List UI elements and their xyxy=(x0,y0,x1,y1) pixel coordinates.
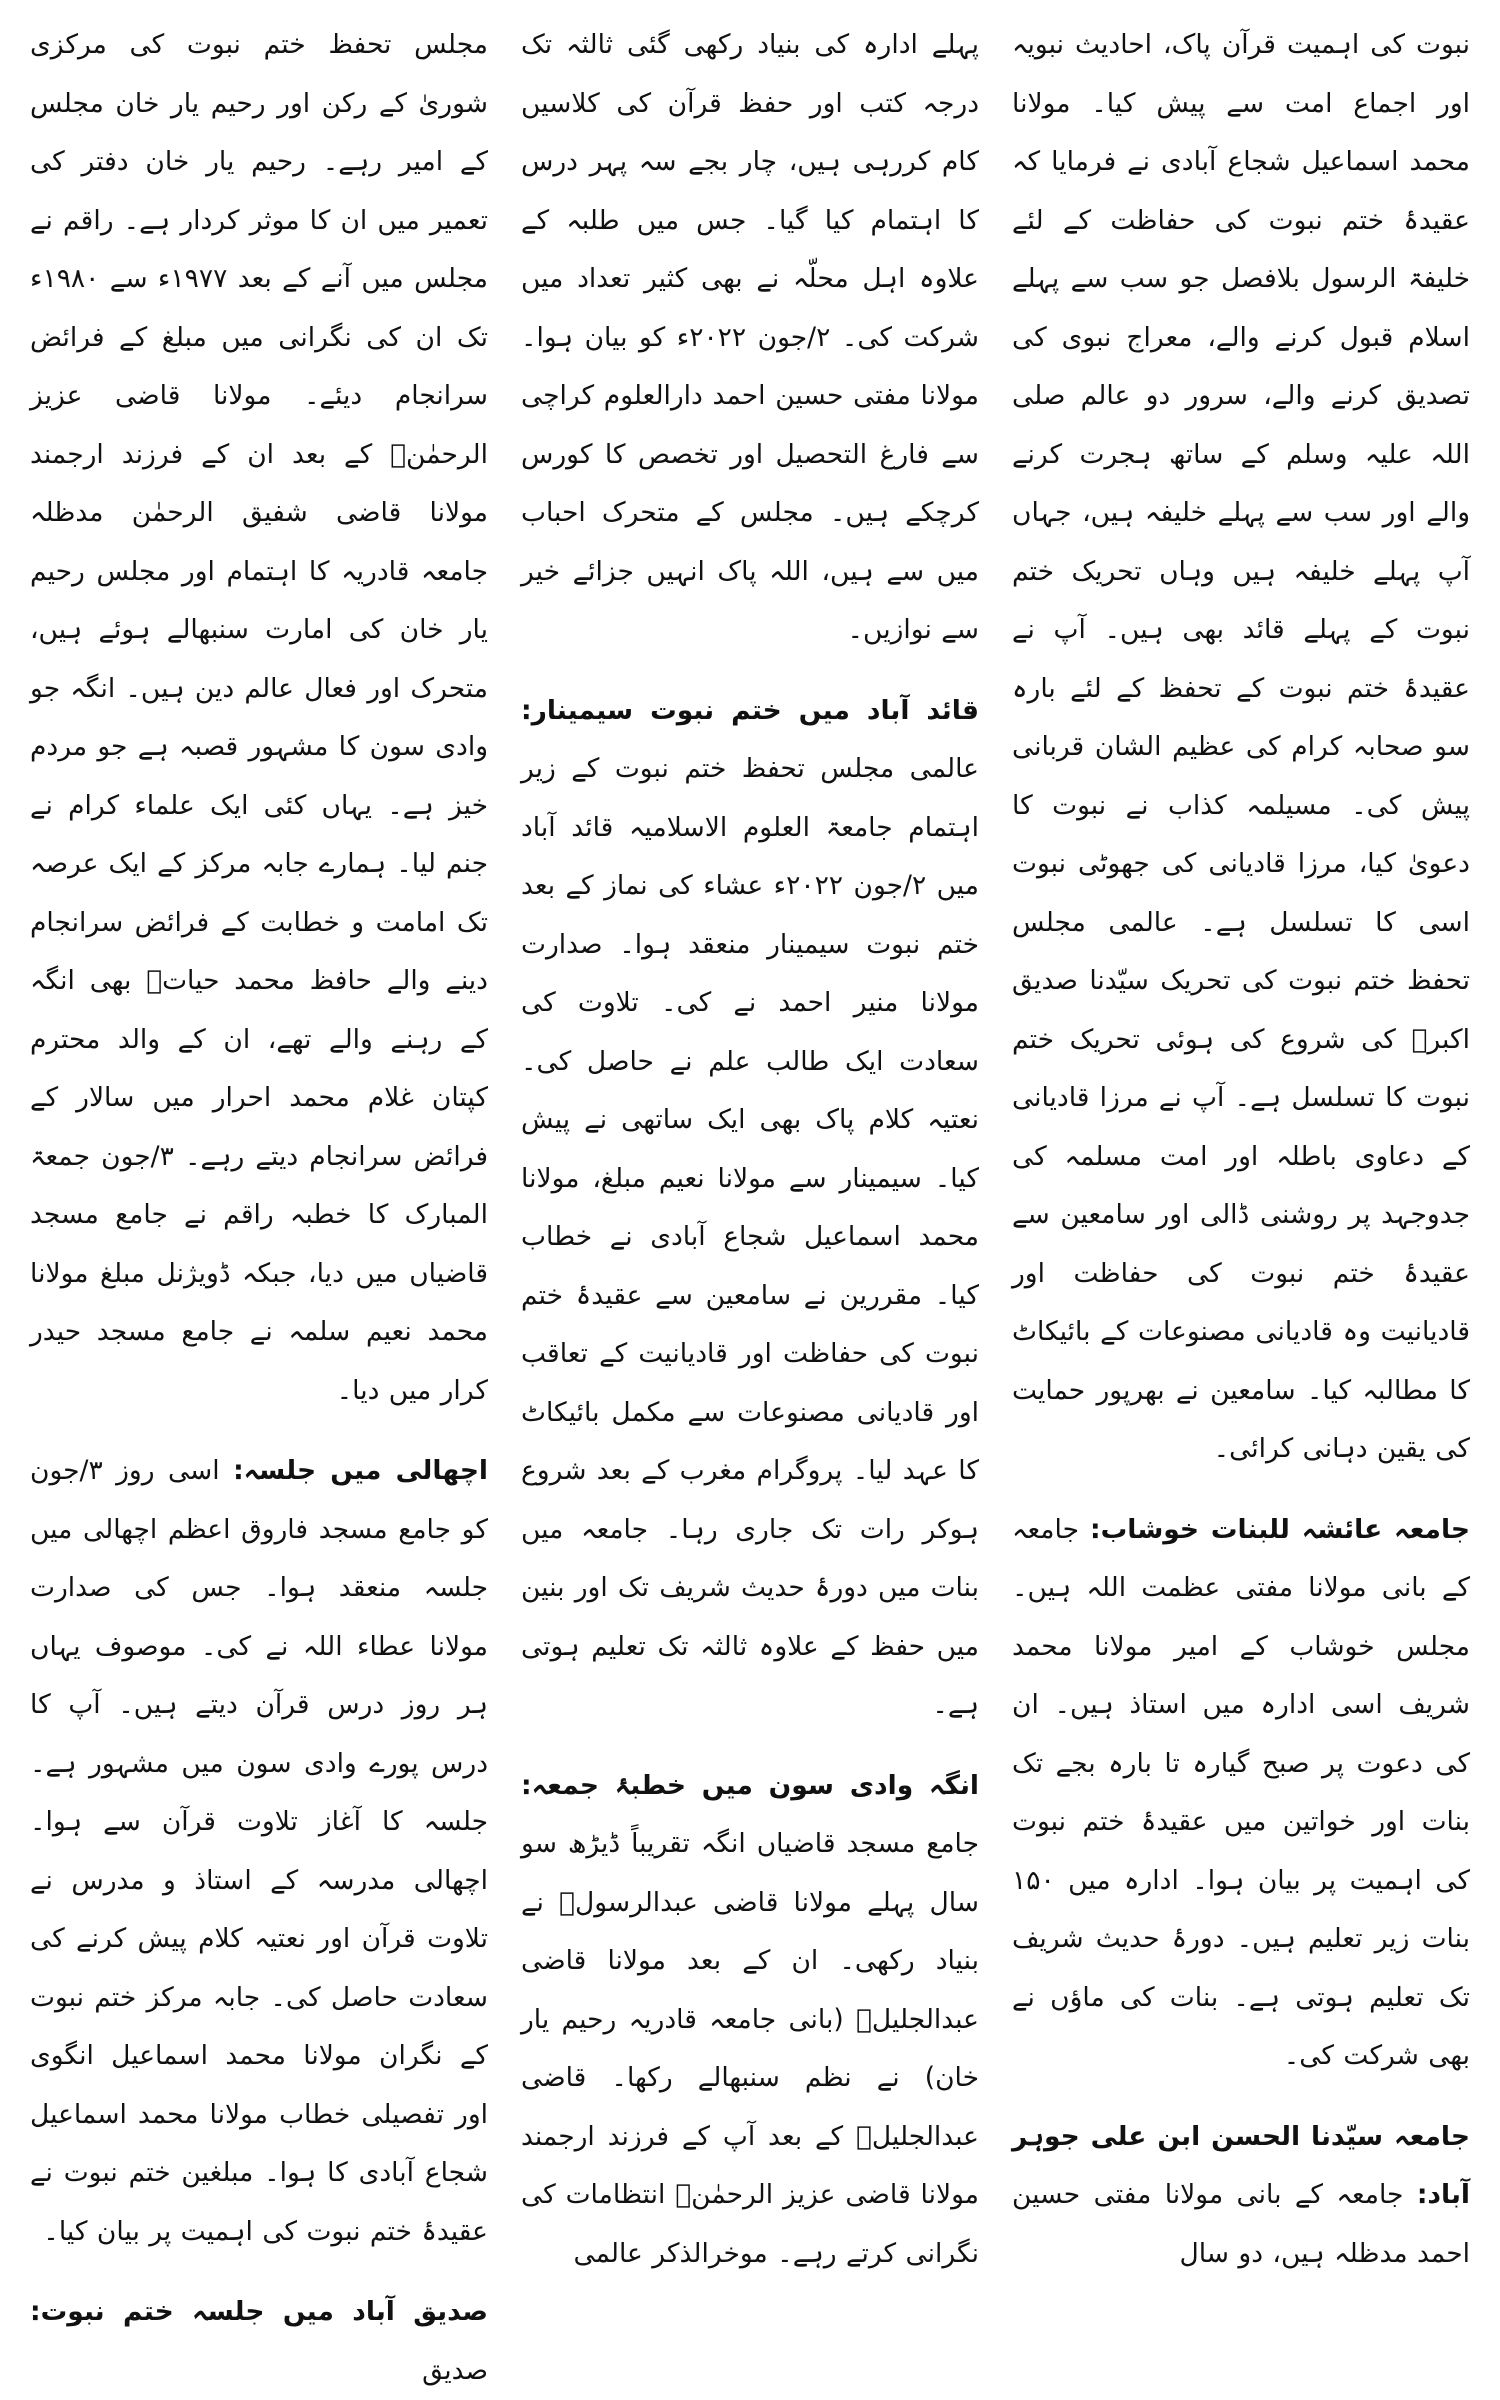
column-middle xyxy=(521,16,979,2269)
section-heading: جامعہ سیّدنا الحسن ابن علی جوہر آباد: xyxy=(1012,2120,1470,2210)
section-heading: صدیق آباد میں جلسہ ختم نبوت: xyxy=(30,2296,488,2327)
paragraph xyxy=(521,16,979,660)
paragraph-text: عالمی مجلس تحفظ ختم نبوت کے زیر اہتمام جامعۃ العلوم الاسلامیہ قائد آباد میں ۲/جون ۲۰۲۲ء عشاء کی نماز کے بعد ختم نبوت سیمینار منعقد ہوا۔ صدارت مولانا منیر احمد نے کی۔ تلاوت کی سعادت ایک طالب علم نے حاصل کی۔ نعتیہ کلام پاک بھی ایک ساتھی نے پیش کیا۔ سیمینار سے مولانا نعیم مبلغ، مولانا محمد اسماعیل شجاع آبادی نے خطاب کیا۔ مقررین نے سامعین سے عقیدۂ ختم نبوت کی حفاظت اور قادیانیت کے تعاقب اور قادیانی مصنوعات سے مکمل بائیکاٹ کا عہد لیا۔ پروگرام مغرب کے بعد شروع ہوکر رات تک جاری رہا۔ جامعہ میں بنات میں دورۂ حدیث شریف تک اور بنین میں حفظ کے علاوہ ثالثہ تک تعلیم ہوتی ہے۔ xyxy=(521,753,979,1720)
paragraph xyxy=(521,1757,979,2284)
paragraph xyxy=(30,2283,488,2400)
paragraph xyxy=(1012,2108,1470,2284)
paragraph-text: صدیق xyxy=(422,2354,488,2386)
section-heading: اچھالی میں جلسہ: xyxy=(233,1455,488,1486)
paragraph-text: پہلے ادارہ کی بنیاد رکھی گئی ثالثہ تک درجہ کتب اور حفظ قرآن کی کلاسیں کام کررہی ہیں، چار بجے سہ پہر درس کا اہتمام کیا گیا۔ جس میں طلبہ کے علاوہ اہل محلّہ نے بھی کثیر تعداد میں شرکت کی۔ ۲/جون ۲۰۲۲ء کو بیان ہوا۔ مولانا مفتی حسین احمد دارالعلوم کراچی سے فارغ التحصیل اور تخصص کا کورس کرچکے ہیں۔ مجلس کے متحرک احباب میں سے ہیں، اللہ پاک انہیں جزائے خیر سے نوازیں۔ xyxy=(521,29,979,645)
paragraph-text: اسی روز ۳/جون کو جامع مسجد فاروق اعظم اچھالی میں جلسہ منعقد ہوا۔ جس کی صدارت مولانا عطاء اللہ نے کی۔ موصوف یہاں ہر روز درس قرآن دیتے ہیں۔ آپ کا درس پورے وادی سون میں مشہور ہے۔ جلسہ کا آغاز تلاوت قرآن سے ہوا۔ اچھالی مدرسہ کے استاذ و مدرس نے تلاوت قرآن اور نعتیہ کلام پیش کرنے کی سعادت حاصل کی۔ جابہ مرکز ختم نبوت کے نگران مولانا محمد اسماعیل انگوی اور تفصیلی خطاب مولانا محمد اسماعیل شجاع آبادی کا ہوا۔ مبلغین ختم نبوت نے عقیدۂ ختم نبوت کی اہمیت پر بیان کیا۔ xyxy=(30,1455,488,2247)
paragraph-text: جامع مسجد قاضیاں انگہ تقریباً ڈیڑھ سو سال پہلے مولانا قاضی عبدالرسولؒ نے بنیاد رکھی۔ ان کے بعد مولانا قاضی عبدالجلیلؒ (بانی جامعہ قادریہ رحیم یار خان) نے نظم سنبھالے رکھا۔ قاضی عبدالجلیلؒ کے بعد آپ کے فرزند ارجمند مولانا قاضی عزیز الرحمٰنؒ انتظامات کی نگرانی کرتے رہے۔ موخرالذکر عالمی xyxy=(521,1828,979,2269)
column-right xyxy=(1012,16,1470,2269)
paragraph xyxy=(30,1442,488,2261)
paragraph xyxy=(30,16,488,1420)
newspaper-page xyxy=(30,16,1470,2386)
paragraph-text: مجلس تحفظ ختم نبوت کی مرکزی شوریٰ کے رکن اور رحیم یار خان مجلس کے امیر رہے۔ رحیم یار خان دفتر کی تعمیر میں ان کا موثر کردار ہے۔ راقم نے مجلس میں آنے کے بعد ۱۹۷۷ء سے ۱۹۸۰ء تک ان کی نگرانی میں مبلغ کے فرائض سرانجام دیئے۔ مولانا قاضی عزیز الرحمٰنؒ کے بعد ان کے فرزند ارجمند مولانا قاضی شفیق الرحمٰن مدظلہ جامعہ قادریہ کا اہتمام اور مجلس رحیم یار خان کی امارت سنبھالے ہوئے ہیں، متحرک اور فعال عالم دین ہیں۔ انگہ جو وادی سون کا مشہور قصبہ ہے جو مردم خیز ہے۔ یہاں کئی ایک علماء کرام نے جنم لیا۔ ہمارے جابہ مرکز کے ایک عرصہ تک امامت و خطابت کے فرائض سرانجام دینے والے حافظ محمد حیاتؒ بھی انگہ کے رہنے والے تھے، ان کے والد محترم کپتان غلام محمد احرار میں سالار کے فرائض سرانجام دیتے رہے۔ ۳/جون جمعۃ المبارک کا خطبہ راقم نے جامع مسجد قاضیاں میں دیا، جبکہ ڈویژنل مبلغ مولانا محمد نعیم سلمہ نے جامع مسجد حیدر کرار میں دیا۔ xyxy=(30,29,488,1406)
section-heading: جامعہ عائشہ للبنات خوشاب: xyxy=(1090,1513,1470,1545)
paragraph xyxy=(521,682,979,1735)
paragraph xyxy=(1012,16,1470,1479)
paragraph-text: جامعہ کے بانی مولانا مفتی عظمت اللہ ہیں۔ مجلس خوشاب کے امیر مولانا محمد شریف اسی ادارہ میں استاذ ہیں۔ ان کی دعوت پر صبح گیارہ تا بارہ بجے تک بنات اور خواتین میں عقیدۂ ختم نبوت کی اہمیت پر بیان ہوا۔ ادارہ میں ۱۵۰ بنات زیر تعلیم ہیں۔ دورۂ حدیث شریف تک تعلیم ہوتی ہے۔ بنات کی ماؤں نے بھی شرکت کی۔ xyxy=(1012,1513,1470,2071)
column-left xyxy=(30,16,488,2386)
section-heading: انگہ وادی سون میں خطبۂ جمعہ: xyxy=(521,1769,979,1801)
paragraph-text: نبوت کی اہمیت قرآن پاک، احادیث نبویہ اور اجماع امت سے پیش کیا۔ مولانا محمد اسماعیل شجاع آبادی نے فرمایا کہ عقیدۂ ختم نبوت کی حفاظت کے لئے خلیفۃ الرسول بلافصل جو سب سے پہلے اسلام قبول کرنے والے، معراج نبوی کی تصدیق کرنے والے، سرور دو عالم صلی اللہ علیہ وسلم کے ساتھ ہجرت کرنے والے اور سب سے پہلے خلیفہ ہیں، جہاں آپ پہلے خلیفہ ہیں وہاں تحریک ختم نبوت کے پہلے قائد بھی ہیں۔ آپ نے عقیدۂ ختم نبوت کے تحفظ کے لئے بارہ سو صحابہ کرام کی عظیم الشان قربانی پیش کی۔ مسیلمہ کذاب نے نبوت کا دعویٰ کیا، مرزا قادیانی کی جھوٹی نبوت اسی کا تسلسل ہے۔ عالمی مجلس تحفظ ختم نبوت کی تحریک سیّدنا صدیق اکبرؓ کی شروع کی ہوئی تحریک ختم نبوت کا تسلسل ہے۔ آپ نے مرزا قادیانی کے دعاوی باطلہ اور امت مسلمہ کی جدوجہد پر روشنی ڈالی اور سامعین سے عقیدۂ ختم نبوت کی حفاظت اور قادیانیت وہ قادیانی مصنوعات کے بائیکاٹ کا مطالبہ کیا۔ سامعین نے بھرپور حمایت کی یقین دہانی کرائی۔ xyxy=(1012,29,1470,1464)
paragraph-text: جامعہ کے بانی مولانا مفتی حسین احمد مدظلہ ہیں، دو سال xyxy=(1012,2179,1470,2269)
section-heading: قائد آباد میں ختم نبوت سیمینار: xyxy=(521,694,979,726)
paragraph xyxy=(1012,1501,1470,2086)
